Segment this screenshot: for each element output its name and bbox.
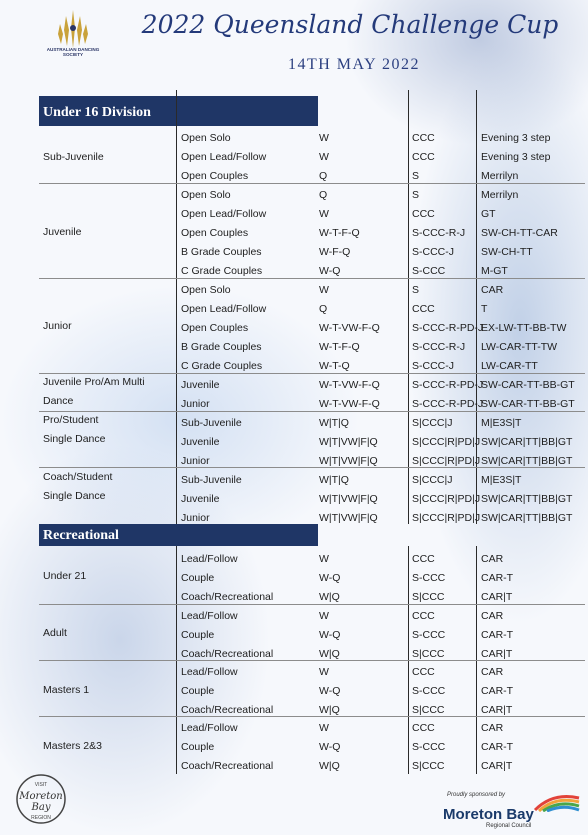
svg-text:VISIT: VISIT <box>34 782 48 788</box>
latin-dances: CCC <box>412 666 435 678</box>
row-divider <box>39 373 585 374</box>
standard-dances: W-T-VW-F-Q <box>319 379 380 391</box>
new-vogue-dances: SW-CAR-TT-BB-GT <box>481 379 575 391</box>
new-vogue-dances: Evening 3 step <box>481 132 551 144</box>
event-name: C Grade Couples <box>181 265 263 277</box>
event-name: Sub-Juvenile <box>181 417 242 429</box>
row-divider <box>39 411 585 412</box>
new-vogue-dances: LW-CAR-TT <box>481 360 538 372</box>
standard-dances: W-F-Q <box>319 246 351 258</box>
row-divider <box>39 604 585 605</box>
new-vogue-dances: Evening 3 step <box>481 151 551 163</box>
latin-dances: S-CCC <box>412 685 446 697</box>
new-vogue-dances: SW-CH-TT-CAR <box>481 227 558 239</box>
group-label: Sub-Juvenile <box>43 151 104 163</box>
latin-dances: S-CCC-R-PD-J <box>412 398 484 410</box>
event-name: Couple <box>181 572 215 584</box>
column-divider <box>176 90 177 524</box>
standard-dances: W <box>319 284 329 296</box>
group-label: Coach/Student <box>43 471 113 483</box>
group-label: Under 21 <box>43 570 87 582</box>
society-logo-text: AUSTRALIAN DANCING SOCIETY <box>46 47 100 57</box>
standard-dances: W-Q <box>319 685 341 697</box>
new-vogue-dances: CAR|T <box>481 648 513 660</box>
latin-dances: S|CCC|J <box>412 417 453 429</box>
standard-dances: W|T|Q <box>319 474 349 486</box>
page-title: 2022 Queensland Challenge Cup <box>141 10 559 39</box>
event-name: Couple <box>181 685 215 697</box>
row-divider <box>39 183 585 184</box>
event-name: C Grade Couples <box>181 360 263 372</box>
latin-dances: S-CCC <box>412 265 446 277</box>
new-vogue-dances: CAR-T <box>481 629 514 641</box>
event-name: Couple <box>181 741 215 753</box>
latin-dances: S-CCC-R-PD-J <box>412 322 484 334</box>
standard-dances: W <box>319 208 329 220</box>
group-label: Masters 2&3 <box>43 740 102 752</box>
event-name: B Grade Couples <box>181 246 262 258</box>
new-vogue-dances: SW|CAR|TT|BB|GT <box>481 455 573 467</box>
latin-dances: S-CCC-J <box>412 360 454 372</box>
section-heading-recreational: Recreational <box>39 524 318 546</box>
standard-dances: Q <box>319 303 328 315</box>
latin-dances: S|CCC|R|PD|J <box>412 436 481 448</box>
standard-dances: W|Q <box>319 704 340 716</box>
sponsor-subtitle: Regional Council <box>486 823 532 829</box>
new-vogue-dances: M|E3S|T <box>481 417 522 429</box>
latin-dances: CCC <box>412 132 435 144</box>
standard-dances: W-T-F-Q <box>319 341 360 353</box>
new-vogue-dances: CAR <box>481 666 504 678</box>
group-label: Adult <box>43 627 67 639</box>
event-name: B Grade Couples <box>181 341 262 353</box>
svg-text:REGION: REGION <box>31 815 51 821</box>
event-name: Coach/Recreational <box>181 591 274 603</box>
latin-dances: S|CCC|R|PD|J <box>412 493 481 505</box>
new-vogue-dances: CAR <box>481 553 504 565</box>
new-vogue-dances: LW-CAR-TT-TW <box>481 341 558 353</box>
latin-dances: CCC <box>412 151 435 163</box>
latin-dances: S <box>412 170 420 182</box>
latin-dances: S|CCC|R|PD|J <box>412 512 481 524</box>
standard-dances: W-Q <box>319 741 341 753</box>
new-vogue-dances: M|E3S|T <box>481 474 522 486</box>
event-name: Juvenile <box>181 493 220 505</box>
standard-dances: W <box>319 722 329 734</box>
event-name: Juvenile <box>181 379 220 391</box>
event-name: Coach/Recreational <box>181 704 274 716</box>
new-vogue-dances: SW|CAR|TT|BB|GT <box>481 512 573 524</box>
latin-dances: S-CCC-J <box>412 246 454 258</box>
latin-dances: S-CCC <box>412 741 446 753</box>
event-name: Lead/Follow <box>181 666 238 678</box>
latin-dances: CCC <box>412 208 435 220</box>
event-name: Coach/Recreational <box>181 760 274 772</box>
latin-dances: CCC <box>412 722 435 734</box>
standard-dances: W <box>319 610 329 622</box>
event-name: Lead/Follow <box>181 553 238 565</box>
latin-dances: S-CCC <box>412 572 446 584</box>
new-vogue-dances: CAR|T <box>481 760 513 772</box>
new-vogue-dances: SW-CAR-TT-BB-GT <box>481 398 575 410</box>
standard-dances: W-Q <box>319 572 341 584</box>
event-name: Open Solo <box>181 284 231 296</box>
latin-dances: CCC <box>412 610 435 622</box>
event-name: Lead/Follow <box>181 722 238 734</box>
section-heading-under16: Under 16 Division <box>39 96 318 126</box>
event-name: Open Couples <box>181 170 249 182</box>
group-label: Single Dance <box>43 490 106 502</box>
moreton-bay-region-logo-icon <box>14 772 68 826</box>
standard-dances: Q <box>319 170 328 182</box>
standard-dances: W-T-VW-F-Q <box>319 398 380 410</box>
new-vogue-dances: CAR|T <box>481 591 513 603</box>
row-divider <box>39 278 585 279</box>
latin-dances: S|CCC <box>412 760 445 772</box>
event-name: Open Solo <box>181 189 231 201</box>
standard-dances: W|T|VW|F|Q <box>319 512 378 524</box>
event-name: Couple <box>181 629 215 641</box>
latin-dances: S|CCC|J <box>412 474 453 486</box>
event-name: Junior <box>181 398 210 410</box>
event-name: Juvenile <box>181 436 220 448</box>
column-divider <box>408 90 409 524</box>
new-vogue-dances: EX-LW-TT-BB-TW <box>481 322 567 334</box>
latin-dances: S|CCC <box>412 591 445 603</box>
event-name: Coach/Recreational <box>181 648 274 660</box>
group-label: Junior <box>43 320 72 332</box>
standard-dances: W-Q <box>319 629 341 641</box>
event-name: Open Lead/Follow <box>181 151 267 163</box>
new-vogue-dances: CAR|T <box>481 704 513 716</box>
new-vogue-dances: T <box>481 303 488 315</box>
group-label: Pro/Student <box>43 414 99 426</box>
sponsor-name: Moreton Bay <box>443 806 534 823</box>
new-vogue-dances: CAR-T <box>481 685 514 697</box>
new-vogue-dances: CAR <box>481 284 504 296</box>
standard-dances: W|Q <box>319 760 340 772</box>
society-logo-icon <box>42 8 104 66</box>
standard-dances: W|Q <box>319 591 340 603</box>
standard-dances: W-Q <box>319 265 341 277</box>
standard-dances: W <box>319 553 329 565</box>
standard-dances: W|T|VW|F|Q <box>319 455 378 467</box>
new-vogue-dances: CAR-T <box>481 572 514 584</box>
group-label: Masters 1 <box>43 684 90 696</box>
event-name: Sub-Juvenile <box>181 474 242 486</box>
event-name: Open Couples <box>181 227 249 239</box>
group-label: Juvenile Pro/Am Multi <box>43 376 145 388</box>
event-name: Lead/Follow <box>181 610 238 622</box>
latin-dances: CCC <box>412 303 435 315</box>
new-vogue-dances: M-GT <box>481 265 508 277</box>
event-name: Open Lead/Follow <box>181 303 267 315</box>
sponsor-caption: Proudly sponsored by <box>447 792 506 798</box>
new-vogue-dances: SW|CAR|TT|BB|GT <box>481 436 573 448</box>
new-vogue-dances: GT <box>481 208 496 220</box>
event-date: 14TH MAY 2022 <box>287 56 421 73</box>
group-label: Juvenile <box>43 226 82 238</box>
standard-dances: W <box>319 132 329 144</box>
latin-dances: CCC <box>412 553 435 565</box>
group-label: Dance <box>43 395 74 407</box>
standard-dances: W|T|Q <box>319 417 349 429</box>
event-name: Junior <box>181 455 210 467</box>
new-vogue-dances: CAR <box>481 722 504 734</box>
standard-dances: W-T-F-Q <box>319 227 360 239</box>
standard-dances: W <box>319 151 329 163</box>
new-vogue-dances: SW-CH-TT <box>481 246 533 258</box>
latin-dances: S <box>412 284 420 296</box>
latin-dances: S <box>412 189 420 201</box>
latin-dances: S|CCC <box>412 704 445 716</box>
new-vogue-dances: CAR <box>481 610 504 622</box>
svg-text:Bay: Bay <box>31 802 51 813</box>
event-name: Junior <box>181 512 210 524</box>
standard-dances: W <box>319 666 329 678</box>
new-vogue-dances: CAR-T <box>481 741 514 753</box>
svg-text:Moreton: Moreton <box>19 791 63 802</box>
standard-dances: W|T|VW|F|Q <box>319 493 378 505</box>
standard-dances: W|T|VW|F|Q <box>319 436 378 448</box>
council-swoosh-icon <box>533 790 581 812</box>
group-label: Single Dance <box>43 433 106 445</box>
latin-dances: S-CCC-R-PD-J <box>412 379 484 391</box>
event-name: Open Lead/Follow <box>181 208 267 220</box>
event-name: Open Couples <box>181 322 249 334</box>
event-name: Open Solo <box>181 132 231 144</box>
latin-dances: S-CCC-R-J <box>412 227 466 239</box>
latin-dances: S-CCC-R-J <box>412 341 466 353</box>
new-vogue-dances: Merrilyn <box>481 189 519 201</box>
standard-dances: Q <box>319 189 328 201</box>
standard-dances: W|Q <box>319 648 340 660</box>
standard-dances: W-T-VW-F-Q <box>319 322 380 334</box>
standard-dances: W-T-Q <box>319 360 350 372</box>
latin-dances: S|CCC|R|PD|J <box>412 455 481 467</box>
new-vogue-dances: SW|CAR|TT|BB|GT <box>481 493 573 505</box>
latin-dances: S|CCC <box>412 648 445 660</box>
new-vogue-dances: Merrilyn <box>481 170 519 182</box>
latin-dances: S-CCC <box>412 629 446 641</box>
